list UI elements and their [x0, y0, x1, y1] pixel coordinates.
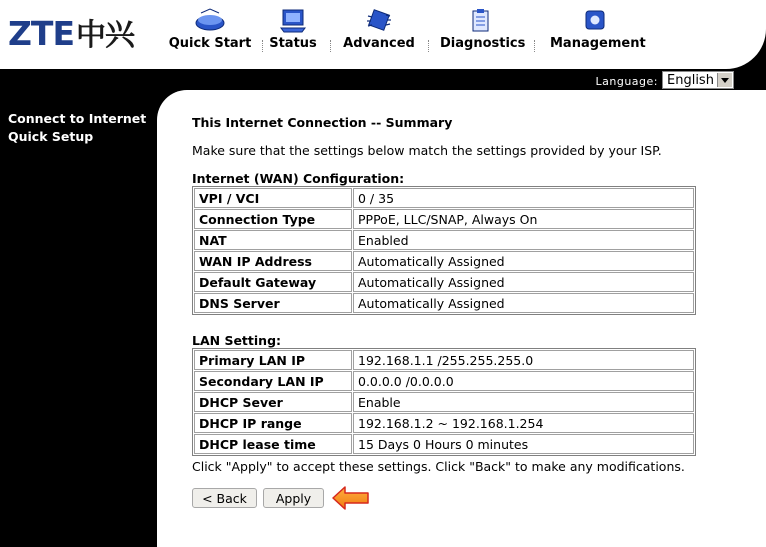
sidebar: [0, 110, 150, 146]
monitor-icon: [278, 8, 308, 34]
sidebar-item-connect-to-internet[interactable]: Connect to Internet: [8, 111, 147, 126]
nav-divider: [330, 40, 332, 52]
setting-name: DNS Server: [194, 293, 352, 313]
setting-name: VPI / VCI: [194, 188, 352, 208]
wan-config-table: [192, 186, 696, 315]
lan-section-title: LAN Setting:: [192, 333, 282, 348]
chip-icon: [364, 8, 394, 34]
instruction-note: Click "Apply" to accept these settings. Click "Back" to make any modifications.: [192, 459, 685, 474]
nav-quick-start[interactable]: [165, 6, 255, 62]
sidebar-item-quick-setup[interactable]: Quick Setup: [8, 129, 94, 144]
clipboard-icon: [465, 8, 495, 34]
setting-name: Secondary LAN IP: [194, 371, 352, 391]
setting-name: DHCP lease time: [194, 434, 352, 454]
setting-value: 0.0.0.0 /0.0.0.0: [353, 371, 694, 391]
table-row: [194, 350, 694, 370]
nav-label: Status: [269, 36, 317, 51]
language-label: Language:: [595, 75, 658, 88]
setting-name: WAN IP Address: [194, 251, 352, 271]
settings-box-icon: [580, 8, 610, 34]
nav-divider: [428, 40, 430, 52]
page-title: This Internet Connection -- Summary: [192, 115, 453, 130]
nav-divider: [534, 40, 536, 52]
header-bar: [0, 0, 766, 69]
back-button[interactable]: < Back: [192, 488, 257, 508]
nav-label: Diagnostics: [440, 36, 526, 51]
main-panel: [157, 90, 766, 547]
apply-button[interactable]: Apply: [263, 488, 324, 508]
setting-value: 15 Days 0 Hours 0 minutes: [353, 434, 694, 454]
table-row: [194, 272, 694, 292]
chevron-down-icon[interactable]: [717, 73, 732, 87]
setting-name: NAT: [194, 230, 352, 250]
setting-value: Automatically Assigned: [353, 293, 694, 313]
nav-label: Quick Start: [168, 36, 252, 51]
setting-name: DHCP IP range: [194, 413, 352, 433]
zte-logo: [8, 14, 134, 54]
setting-value: Enable: [353, 392, 694, 412]
table-row: [194, 371, 694, 391]
setting-value: 192.168.1.1 /255.255.255.0: [353, 350, 694, 370]
nav-advanced[interactable]: [342, 6, 416, 62]
table-row: [194, 293, 694, 313]
modem-icon: [195, 8, 225, 34]
setting-name: DHCP Sever: [194, 392, 352, 412]
setting-name: Default Gateway: [194, 272, 352, 292]
nav-management[interactable]: [550, 6, 646, 62]
setting-value: 192.168.1.2 ~ 192.168.1.254: [353, 413, 694, 433]
table-row: [194, 251, 694, 271]
logo-text: ZTE: [8, 14, 74, 53]
language-value: English: [667, 73, 714, 88]
nav-status[interactable]: [265, 6, 321, 62]
setting-name: Connection Type: [194, 209, 352, 229]
nav-divider: [262, 40, 264, 52]
setting-value: Automatically Assigned: [353, 251, 694, 271]
pointer-arrow-icon: [331, 485, 371, 511]
nav-label: Advanced: [343, 36, 415, 51]
setting-value: Enabled: [353, 230, 694, 250]
setting-value: PPPoE, LLC/SNAP, Always On: [353, 209, 694, 229]
table-row: [194, 230, 694, 250]
table-row: [194, 413, 694, 433]
table-row: [194, 434, 694, 454]
lan-config-table: [192, 348, 696, 456]
language-select[interactable]: [662, 71, 734, 89]
table-row: [194, 209, 694, 229]
table-row: [194, 392, 694, 412]
nav-diagnostics[interactable]: [440, 6, 526, 62]
wan-section-title: Internet (WAN) Configuration:: [192, 171, 405, 186]
nav-label: Management: [550, 36, 646, 51]
table-row: [194, 188, 694, 208]
intro-text: Make sure that the settings below match the settings provided by your ISP.: [192, 143, 662, 158]
logo-text-cn: 中兴: [75, 18, 134, 53]
setting-name: Primary LAN IP: [194, 350, 352, 370]
setting-value: 0 / 35: [353, 188, 694, 208]
setting-value: Automatically Assigned: [353, 272, 694, 292]
